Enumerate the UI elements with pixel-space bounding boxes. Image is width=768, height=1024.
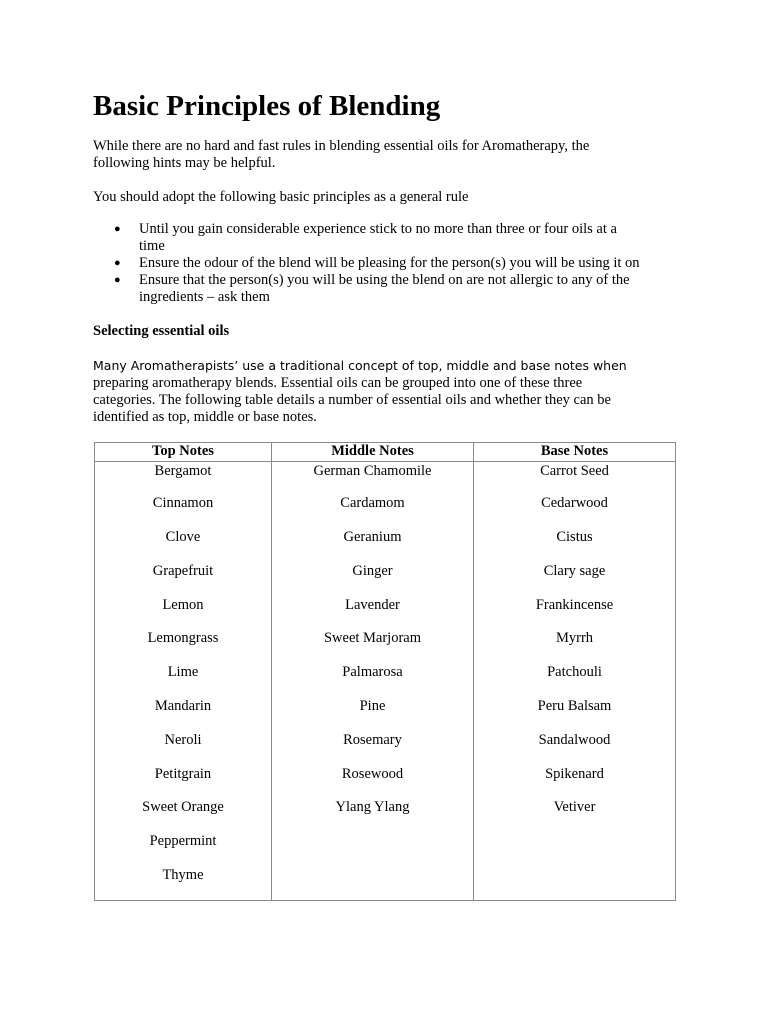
top-note-cell: Lemongrass	[95, 630, 272, 664]
principles-list	[93, 221, 683, 306]
middle-note-cell	[272, 867, 474, 901]
column-header-top: Top Notes	[95, 443, 272, 462]
notes-line-4: identified as top, middle or base notes.	[93, 409, 317, 425]
base-note-cell: Vetiver	[474, 799, 676, 833]
middle-note-cell: Rosemary	[272, 732, 474, 766]
bullet-icon: ●	[114, 223, 121, 235]
table-row	[95, 529, 676, 563]
middle-note-cell: Ginger	[272, 563, 474, 597]
notes-line-1: Many Aromatherapists’ use a traditional concept of top, middle and base notes when	[93, 358, 627, 373]
base-note-cell	[474, 833, 676, 867]
top-note-cell: Lemon	[95, 597, 272, 631]
top-note-cell: Clove	[95, 529, 272, 563]
table-row	[95, 563, 676, 597]
base-note-cell: Cedarwood	[474, 495, 676, 529]
list-item-line-2: ingredients – ask them	[139, 289, 270, 305]
bullet-icon: ●	[114, 257, 121, 269]
middle-note-cell	[272, 833, 474, 867]
table-row	[95, 833, 676, 867]
table-row	[95, 698, 676, 732]
list-item	[93, 272, 683, 306]
notes-line-3: categories. The following table details a number of essential oils and whether they can be	[93, 392, 611, 408]
list-item-line-1: Until you gain considerable experience stick to no more than three or four oils at a	[139, 221, 617, 237]
middle-note-cell: Cardamom	[272, 495, 474, 529]
base-note-cell: Spikenard	[474, 766, 676, 800]
middle-note-cell: Ylang Ylang	[272, 799, 474, 833]
list-item	[93, 221, 683, 255]
table-row	[95, 867, 676, 901]
base-note-cell: Clary sage	[474, 563, 676, 597]
notes-paragraph	[93, 357, 683, 426]
base-note-cell: Sandalwood	[474, 732, 676, 766]
column-header-base: Base Notes	[474, 443, 676, 462]
top-note-cell: Thyme	[95, 867, 272, 901]
list-item	[93, 255, 683, 272]
table-row	[95, 462, 676, 496]
base-note-cell: Myrrh	[474, 630, 676, 664]
intro-line-2: following hints may be helpful.	[93, 155, 276, 171]
intro-line-1: While there are no hard and fast rules in blending essential oils for Aromatherapy, the	[93, 138, 590, 154]
top-note-cell: Mandarin	[95, 698, 272, 732]
middle-note-cell: Lavender	[272, 597, 474, 631]
table-row	[95, 495, 676, 529]
middle-note-cell: Palmarosa	[272, 664, 474, 698]
table-header-row	[95, 443, 676, 462]
list-item-line-1: Ensure the odour of the blend will be pleasing for the person(s) you will be using it on	[139, 255, 640, 271]
list-item-line-1: Ensure that the person(s) you will be using the blend on are not allergic to any of the	[139, 272, 630, 288]
top-note-cell: Peppermint	[95, 833, 272, 867]
top-note-cell: Grapefruit	[95, 563, 272, 597]
table-row	[95, 732, 676, 766]
top-note-cell: Sweet Orange	[95, 799, 272, 833]
intro-paragraph	[93, 138, 683, 172]
middle-note-cell: Geranium	[272, 529, 474, 563]
base-note-cell: Carrot Seed	[474, 462, 676, 496]
base-note-cell: Patchouli	[474, 664, 676, 698]
table-row	[95, 597, 676, 631]
base-note-cell	[474, 867, 676, 901]
top-note-cell: Lime	[95, 664, 272, 698]
adopt-paragraph: You should adopt the following basic principles as a general rule	[93, 189, 469, 205]
notes-line-2: preparing aromatherapy blends. Essential oils can be grouped into one of these three	[93, 375, 583, 391]
top-note-cell: Bergamot	[95, 462, 272, 496]
table-row	[95, 630, 676, 664]
table-row	[95, 799, 676, 833]
middle-note-cell: Pine	[272, 698, 474, 732]
middle-note-cell: Sweet Marjoram	[272, 630, 474, 664]
top-note-cell: Petitgrain	[95, 766, 272, 800]
page-title: Basic Principles of Blending	[93, 90, 441, 122]
base-note-cell: Cistus	[474, 529, 676, 563]
section-heading: Selecting essential oils	[93, 323, 230, 339]
middle-note-cell: German Chamomile	[272, 462, 474, 496]
top-note-cell: Neroli	[95, 732, 272, 766]
middle-note-cell: Rosewood	[272, 766, 474, 800]
base-note-cell: Peru Balsam	[474, 698, 676, 732]
list-item-line-2: time	[139, 238, 165, 254]
table-row	[95, 766, 676, 800]
column-header-middle: Middle Notes	[272, 443, 474, 462]
top-note-cell: Cinnamon	[95, 495, 272, 529]
base-note-cell: Frankincense	[474, 597, 676, 631]
bullet-icon: ●	[114, 274, 121, 286]
notes-table	[94, 442, 676, 901]
table-row	[95, 664, 676, 698]
